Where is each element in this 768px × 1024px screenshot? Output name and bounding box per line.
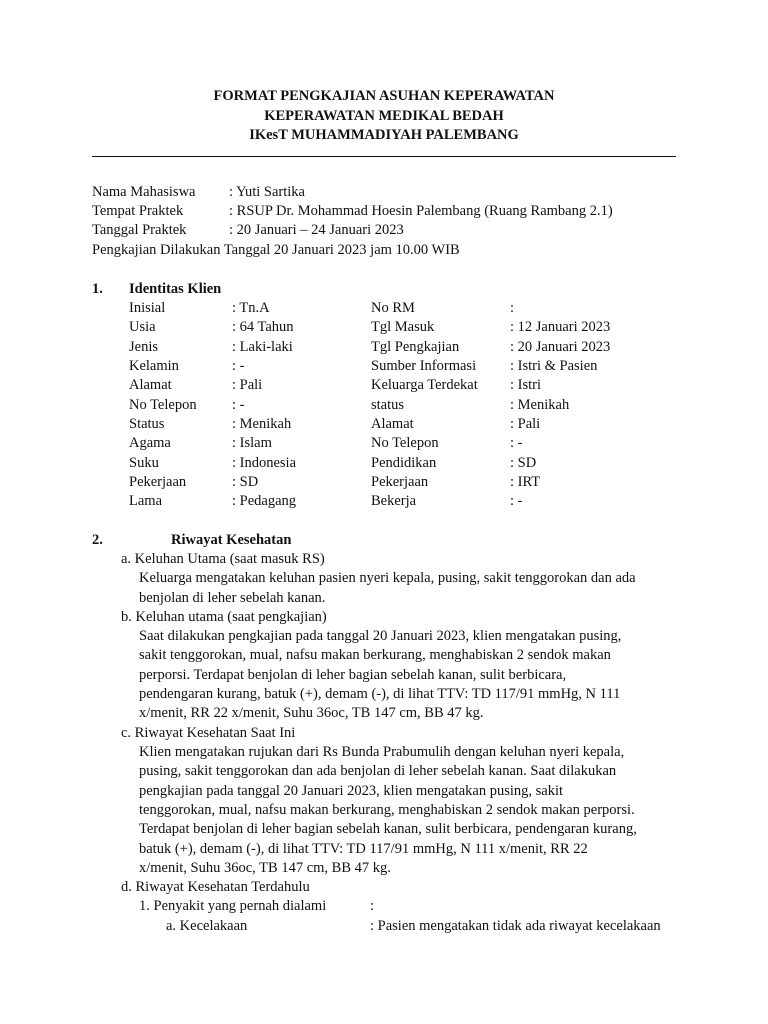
identity-label-left: Inisial: [129, 300, 166, 316]
header-divider: [92, 156, 676, 157]
student-name-value: : Yuti Sartika: [229, 184, 305, 200]
paragraph-line: tenggorokan, mual, nafsu makan berkurang, menghabiskan 2 sendok makan perporsi.: [139, 802, 635, 818]
assessment-date-line: Pengkajian Dilakukan Tanggal 20 Januari 2023 jam 10.00 WIB: [92, 242, 460, 258]
subsection-b-title: b. Keluhan utama (saat pengkajian): [121, 609, 327, 625]
paragraph-line: pendengaran kurang, batuk (+), demam (-), di lihat TTV: TD 117/91 mmHg, N 111: [139, 686, 621, 702]
identity-value-left: : -: [232, 358, 245, 374]
identity-value-left: : Laki-laki: [232, 339, 293, 355]
paragraph-line: batuk (+), demam (-), di lihat TTV: TD 117/91 mmHg, N 111 x/menit, RR 22: [139, 841, 588, 857]
paragraph-line: perporsi. Terdapat benjolan di leher bagian sebelah kanan, sulit berbicara,: [139, 667, 567, 683]
identity-label-left: Kelamin: [129, 358, 179, 374]
identity-value-right: : IRT: [510, 474, 541, 490]
identity-label-left: Alamat: [129, 377, 172, 393]
paragraph-line: pusing, sakit tenggorokan dan ada benjolan di leher sebelah kanan. Saat dilakukan: [139, 763, 617, 779]
identity-label-left: Usia: [129, 319, 156, 335]
identity-label-right: Sumber Informasi: [371, 358, 477, 374]
identity-label-right: No RM: [371, 300, 415, 316]
practice-date-value: : 20 Januari – 24 Januari 2023: [229, 222, 404, 238]
past-illness-value: :: [370, 898, 375, 914]
identity-label-right: Alamat: [371, 416, 414, 432]
paragraph-line: Saat dilakukan pengkajian pada tanggal 20 Januari 2023, klien mengatakan pusing,: [139, 628, 622, 644]
accident-value: : Pasien mengatakan tidak ada riwayat kecelakaan: [370, 918, 661, 934]
identity-label-left: Suku: [129, 455, 159, 471]
identity-value-right: : Menikah: [510, 397, 570, 413]
paragraph-line: x/menit, RR 22 x/menit, Suhu 36oc, TB 147 cm, BB 47 kg.: [139, 705, 484, 721]
past-illness-label: 1. Penyakit yang pernah dialami: [139, 898, 327, 914]
section-1-title: Identitas Klien: [129, 281, 222, 297]
identity-value-left: : SD: [232, 474, 259, 490]
paragraph-line: Keluarga mengatakan keluhan pasien nyeri kepala, pusing, sakit tenggorokan dan ada: [139, 570, 636, 586]
paragraph-line: sakit tenggorokan, mual, nafsu makan berkurang, menghabiskan 2 sendok makan: [139, 647, 611, 663]
identity-label-right: status: [371, 397, 405, 413]
identity-value-right: : Istri: [510, 377, 542, 393]
identity-label-right: No Telepon: [371, 435, 439, 451]
identity-value-right: : SD: [510, 455, 537, 471]
identity-value-right: : Pali: [510, 416, 541, 432]
document-title-line-1: FORMAT PENGKAJIAN ASUHAN KEPERAWATAN: [213, 88, 555, 104]
identity-value-right: : 12 Januari 2023: [510, 319, 611, 335]
identity-value-left: : 64 Tahun: [232, 319, 294, 335]
subsection-c-title: c. Riwayat Kesehatan Saat Ini: [121, 725, 296, 741]
subsection-a-title: a. Keluhan Utama (saat masuk RS): [121, 551, 325, 567]
practice-date-label: Tanggal Praktek: [92, 222, 187, 238]
identity-value-left: : Tn.A: [232, 300, 270, 316]
identity-label-left: Lama: [129, 493, 163, 509]
student-name-label: Nama Mahasiswa: [92, 184, 196, 200]
identity-label-right: Tgl Pengkajian: [371, 339, 460, 355]
identity-value-left: : -: [232, 397, 245, 413]
identity-label-left: Agama: [129, 435, 171, 451]
identity-label-right: Pendidikan: [371, 455, 437, 471]
paragraph-line: pengkajian pada tanggal 20 Januari 2023, klien mengatakan pusing, sakit: [139, 783, 564, 799]
section-2-number: 2.: [92, 532, 103, 548]
identity-label-right: Keluarga Terdekat: [371, 377, 478, 393]
document-title-line-3: IKesT MUHAMMADIYAH PALEMBANG: [249, 127, 519, 143]
section-1-number: 1.: [92, 281, 103, 297]
section-2-title: Riwayat Kesehatan: [171, 532, 292, 548]
document-title-line-2: KEPERAWATAN MEDIKAL BEDAH: [264, 108, 504, 124]
accident-label: a. Kecelakaan: [166, 918, 248, 934]
identity-value-right: :: [510, 300, 515, 316]
subsection-d-title: d. Riwayat Kesehatan Terdahulu: [121, 879, 310, 895]
paragraph-line: Klien mengatakan rujukan dari Rs Bunda Prabumulih dengan keluhan nyeri kepala,: [139, 744, 625, 760]
identity-label-left: Pekerjaan: [129, 474, 187, 490]
identity-value-left: : Pedagang: [232, 493, 297, 509]
identity-value-right: : 20 Januari 2023: [510, 339, 611, 355]
identity-value-left: : Indonesia: [232, 455, 297, 471]
identity-label-right: Bekerja: [371, 493, 417, 509]
paragraph-line: x/menit, Suhu 36oc, TB 147 cm, BB 47 kg.: [139, 860, 391, 876]
identity-label-left: Status: [129, 416, 165, 432]
identity-label-right: Pekerjaan: [371, 474, 429, 490]
paragraph-line: benjolan di leher sebelah kanan.: [139, 590, 326, 606]
identity-label-right: Tgl Masuk: [371, 319, 435, 335]
identity-value-left: : Pali: [232, 377, 263, 393]
practice-place-label: Tempat Praktek: [92, 203, 184, 219]
identity-value-left: : Menikah: [232, 416, 292, 432]
practice-place-value: : RSUP Dr. Mohammad Hoesin Palembang (Ruang Rambang 2.1): [229, 203, 613, 219]
identity-value-right: : -: [510, 493, 523, 509]
identity-value-right: : Istri & Pasien: [510, 358, 598, 374]
identity-value-right: : -: [510, 435, 523, 451]
paragraph-line: Terdapat benjolan di leher bagian sebelah kanan, sulit berbicara, pendengaran kurang,: [139, 821, 637, 837]
identity-label-left: No Telepon: [129, 397, 197, 413]
identity-value-left: : Islam: [232, 435, 272, 451]
identity-label-left: Jenis: [129, 339, 158, 355]
